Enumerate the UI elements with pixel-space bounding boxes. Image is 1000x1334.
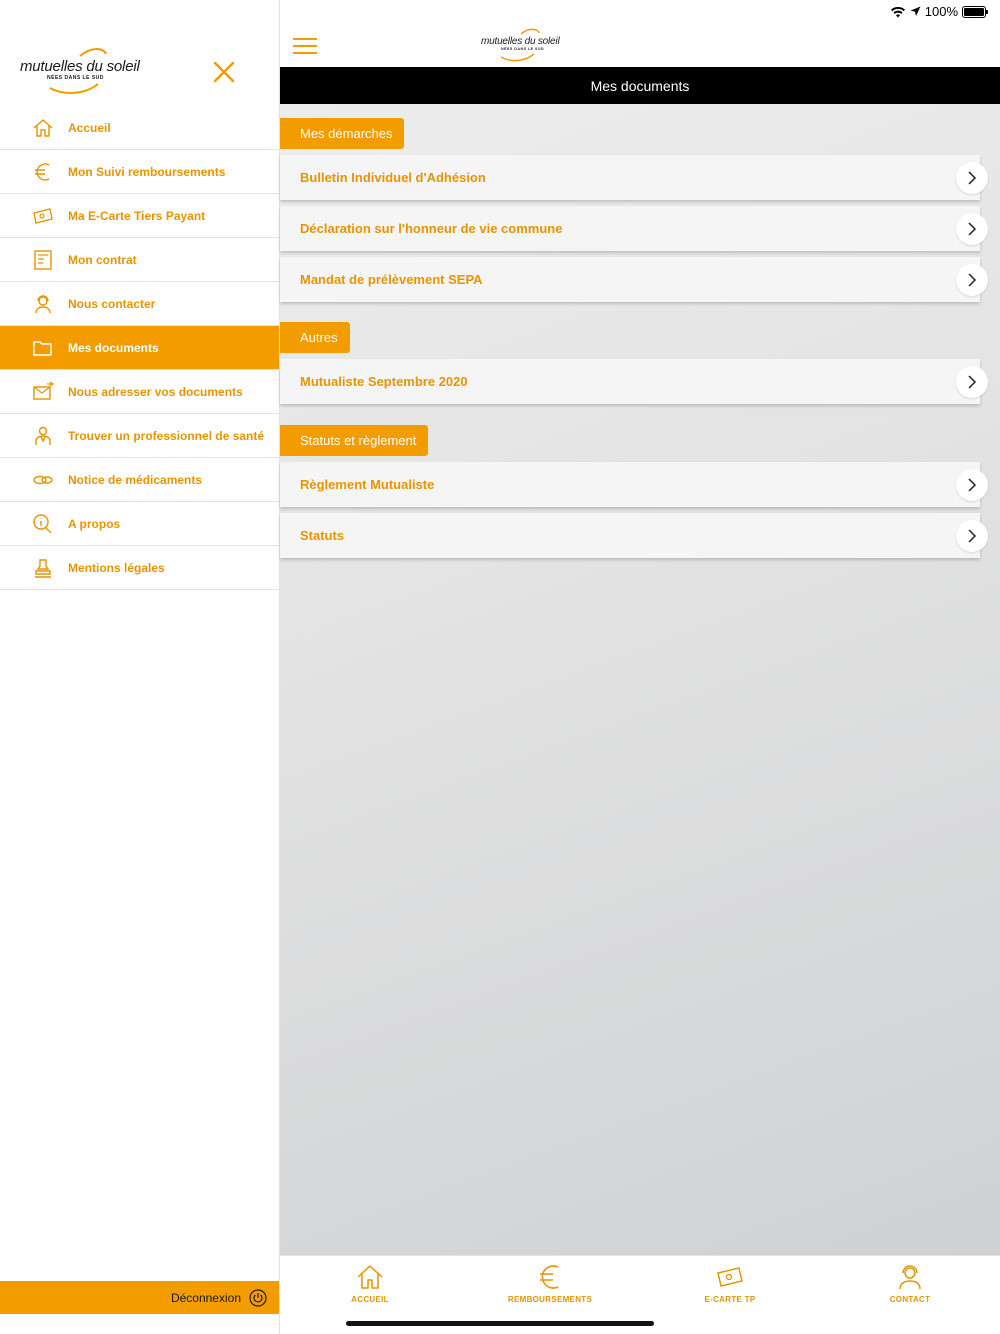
document-label: Bulletin Individuel d'Adhésion <box>300 170 486 185</box>
home-icon <box>355 1262 385 1292</box>
tab-label: CONTACT <box>889 1295 931 1304</box>
doctor-icon <box>32 425 54 447</box>
sidebar-item-label: Notice de médicaments <box>68 472 203 487</box>
pills-icon <box>32 469 54 491</box>
sidebar-item-contrat[interactable] <box>0 238 279 282</box>
document-label: Mandat de prélèvement SEPA <box>300 272 483 287</box>
chevron-right-icon[interactable] <box>956 213 988 245</box>
chevron-right-icon[interactable] <box>956 264 988 296</box>
sidebar-item-documents[interactable] <box>0 326 279 370</box>
sidebar-item-apropos[interactable] <box>0 502 279 546</box>
sidebar <box>0 0 280 1334</box>
tab-label: REMBOURSEMENTS <box>507 1295 593 1304</box>
tab-label: ACCUEIL <box>351 1295 389 1304</box>
logout-button[interactable] <box>0 1281 279 1314</box>
sidebar-item-label: Mes documents <box>68 340 159 355</box>
sidebar-item-label: Ma E-Carte Tiers Payant <box>68 208 206 223</box>
folder-icon <box>32 337 54 359</box>
card-icon <box>715 1262 745 1292</box>
document-row[interactable] <box>280 359 980 404</box>
contact-icon <box>895 1262 925 1292</box>
brand-name: mutuelles du soleil <box>20 58 140 75</box>
info-icon <box>32 513 54 535</box>
chevron-right-icon[interactable] <box>956 469 988 501</box>
tab-remboursements[interactable] <box>460 1256 640 1316</box>
chevron-right-icon[interactable] <box>956 162 988 194</box>
euro-icon <box>32 161 54 183</box>
document-row[interactable] <box>280 155 980 200</box>
battery-percent: 100% <box>924 4 958 19</box>
sidebar-item-professionnel[interactable] <box>0 414 279 458</box>
brand-tagline: NÉES DANS LE SUD <box>47 75 104 81</box>
sidebar-item-label: Mentions légales <box>68 560 165 575</box>
euro-icon <box>535 1262 565 1292</box>
sidebar-item-label: Mon Suivi remboursements <box>68 164 226 179</box>
document-label: Statuts <box>300 528 345 543</box>
sidebar-item-accueil[interactable] <box>0 106 279 150</box>
tab-label: E-CARTE TP <box>704 1295 756 1304</box>
home-indicator[interactable] <box>346 1321 654 1326</box>
send-mail-icon <box>32 381 54 403</box>
section-label: Statuts et règlement <box>300 433 417 448</box>
document-row[interactable] <box>280 257 980 302</box>
sidebar-item-notice[interactable] <box>0 458 279 502</box>
stamp-icon <box>32 557 54 579</box>
section-tag-autres <box>280 322 350 353</box>
sidebar-item-adresser[interactable] <box>0 370 279 414</box>
brand-tagline: NÉES DANS LE SUD <box>501 47 545 51</box>
sidebar-item-remboursements[interactable] <box>0 150 279 194</box>
document-row[interactable] <box>280 206 980 251</box>
tab-contact[interactable] <box>820 1256 1000 1316</box>
home-icon <box>32 117 54 139</box>
sidebar-item-label: A propos <box>68 516 121 531</box>
sidebar-item-contact[interactable] <box>0 282 279 326</box>
logout-label: Déconnexion <box>170 1290 241 1305</box>
brand-name: mutuelles du soleil <box>481 36 560 47</box>
tab-accueil[interactable] <box>280 1256 460 1316</box>
sidebar-logo <box>20 44 150 100</box>
section-label: Mes démarches <box>300 126 393 141</box>
main-panel <box>280 0 1000 1334</box>
section-label: Autres <box>300 330 338 345</box>
card-icon <box>32 205 54 227</box>
close-icon[interactable] <box>210 58 238 86</box>
section-tag-statuts <box>280 425 428 456</box>
tab-ecarte[interactable] <box>640 1256 820 1316</box>
sidebar-item-ecarte[interactable] <box>0 194 279 238</box>
sidebar-item-label: Mon contrat <box>68 252 137 267</box>
sidebar-item-label: Accueil <box>68 120 111 135</box>
document-label: Mutualiste Septembre 2020 <box>300 374 468 389</box>
section-tag-demarches <box>280 118 404 149</box>
chevron-right-icon[interactable] <box>956 520 988 552</box>
sidebar-item-label: Trouver un professionnel de santé <box>68 428 265 443</box>
power-icon <box>249 1289 267 1307</box>
header-logo <box>481 26 571 66</box>
sidebar-item-label: Nous contacter <box>68 296 156 311</box>
document-label: Règlement Mutualiste <box>300 477 435 492</box>
contract-icon <box>32 249 54 271</box>
document-row[interactable] <box>280 513 980 558</box>
page-title: Mes documents <box>590 77 690 94</box>
sidebar-menu <box>0 106 279 590</box>
sidebar-item-mentions[interactable] <box>0 546 279 590</box>
documents-content <box>280 104 1000 1255</box>
page-title-bar <box>280 67 1000 104</box>
sidebar-item-label: Nous adresser vos documents <box>68 384 243 399</box>
contact-icon <box>32 293 54 315</box>
document-label: Déclaration sur l'honneur de vie commune <box>300 221 563 236</box>
hamburger-menu-icon[interactable] <box>292 36 318 56</box>
chevron-right-icon[interactable] <box>956 366 988 398</box>
document-row[interactable] <box>280 462 980 507</box>
